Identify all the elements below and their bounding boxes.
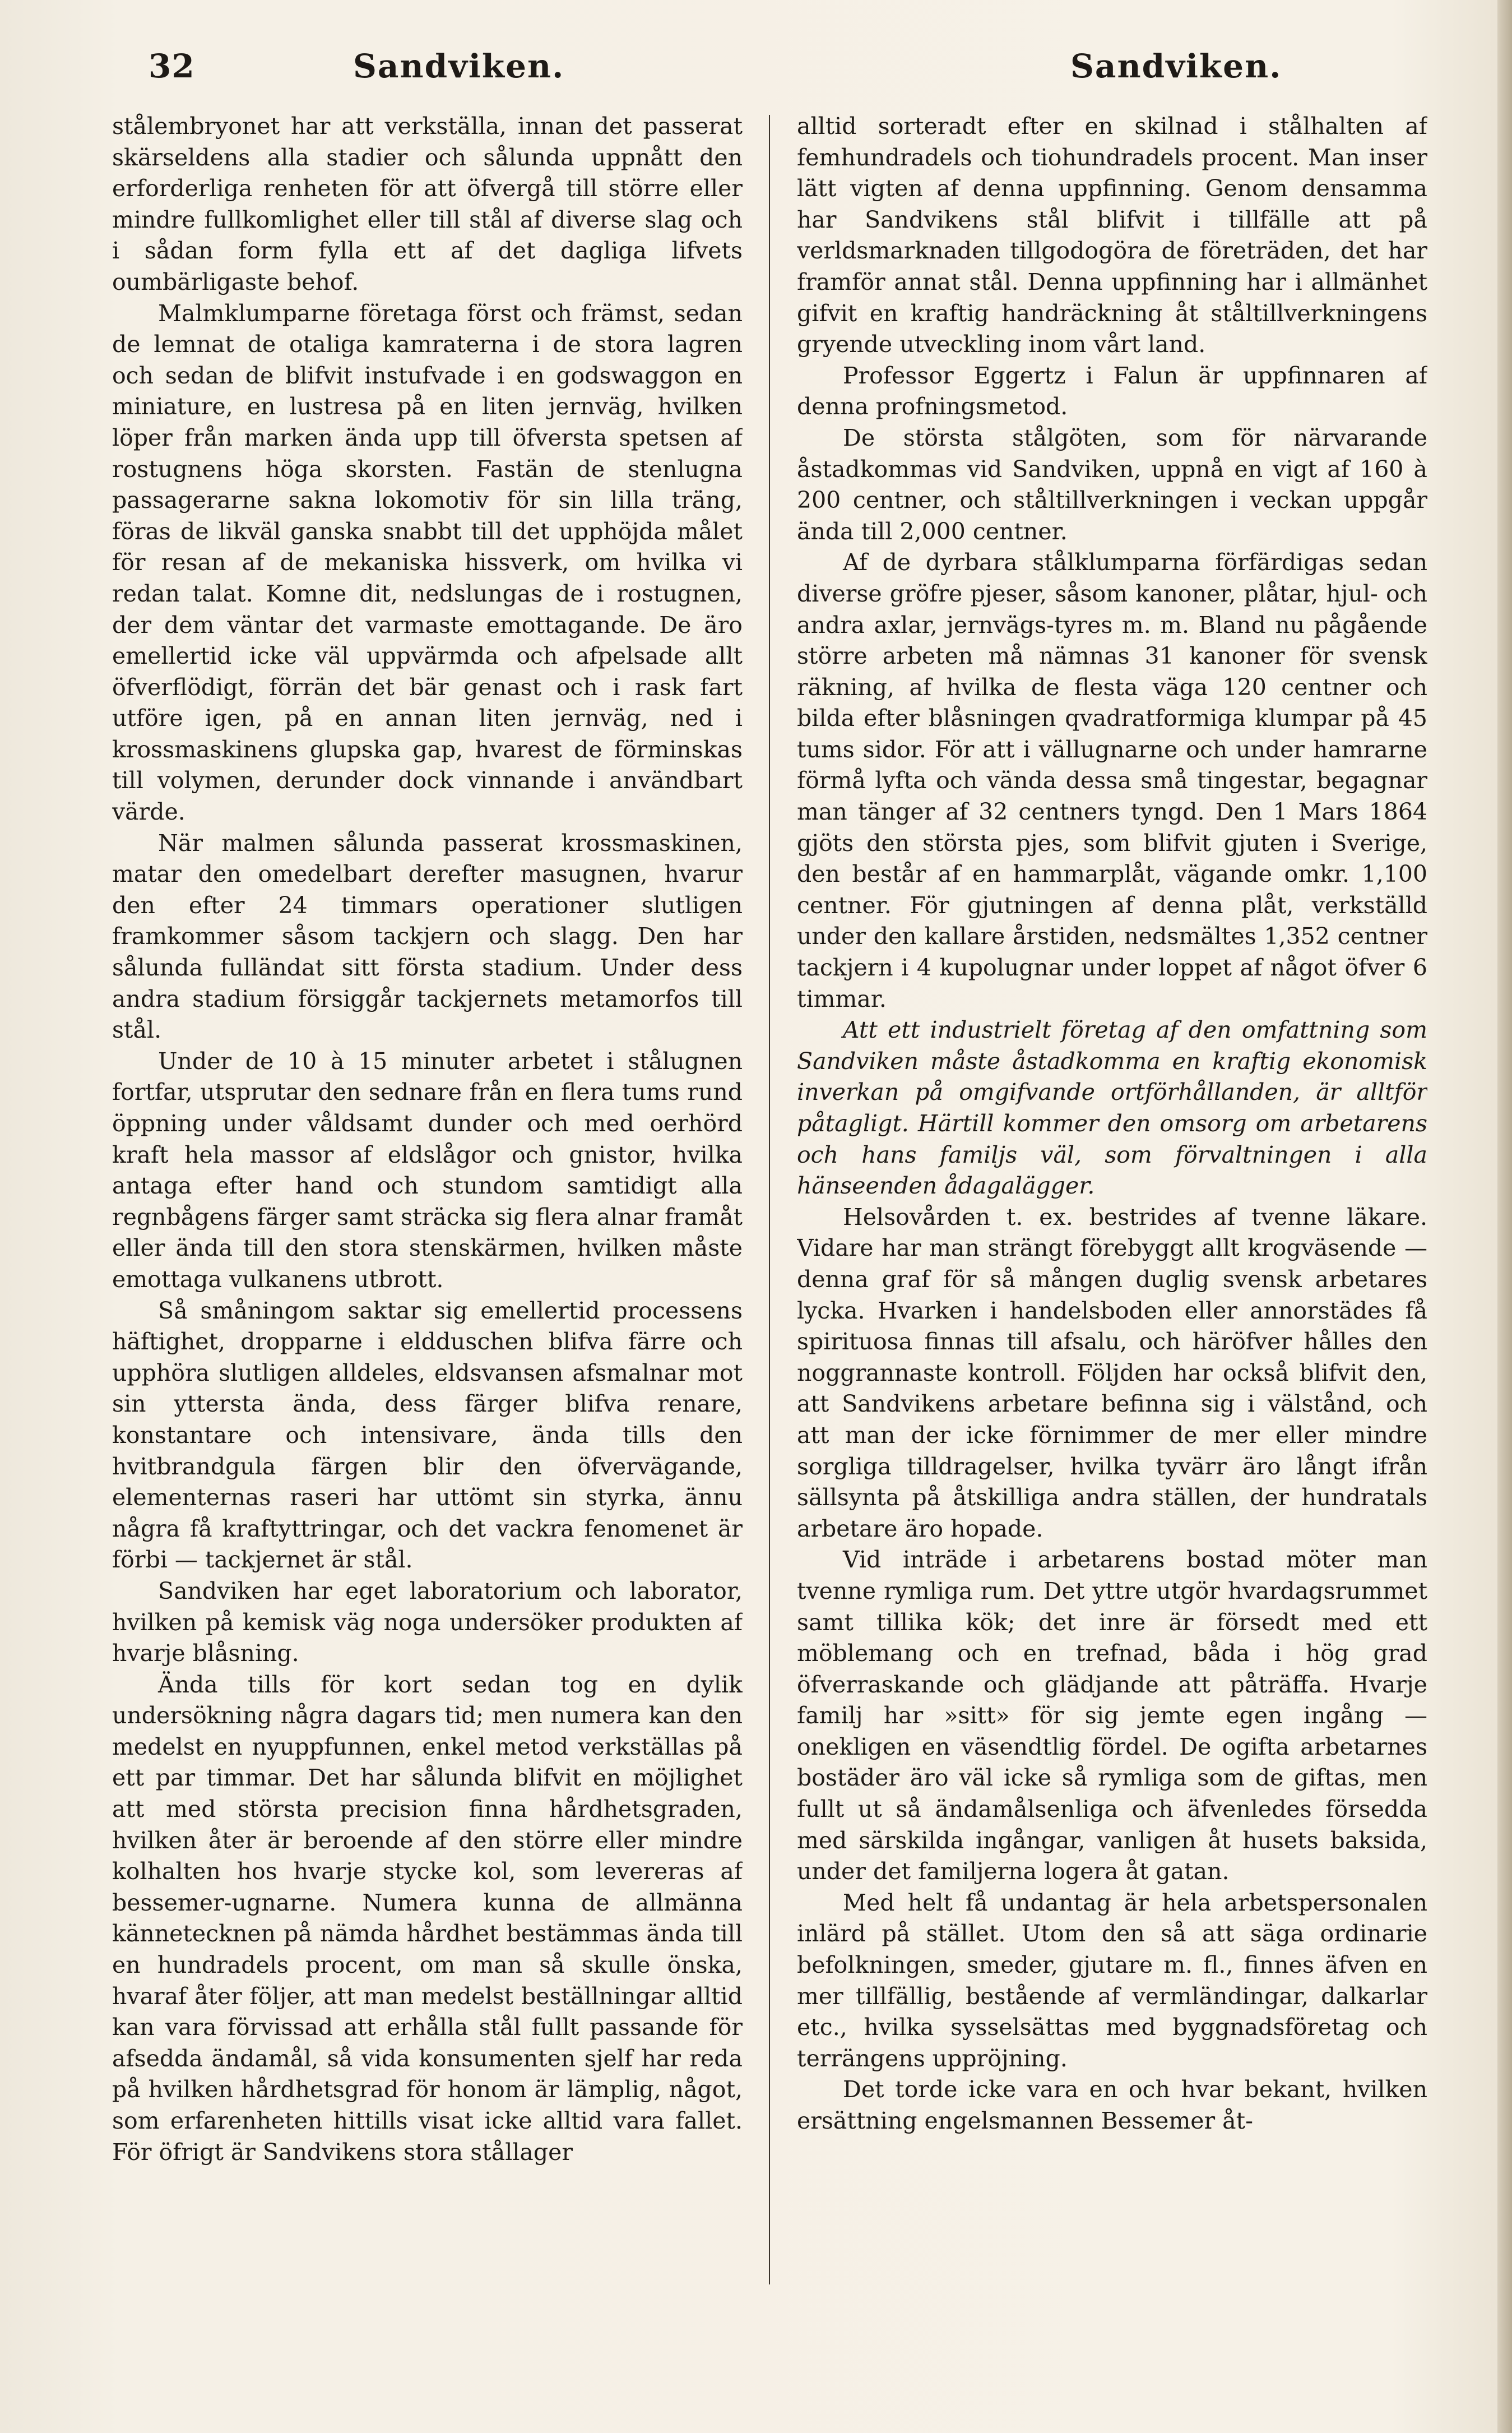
paragraph: Ända tills för kort sedan tog en dylik undersökning några dagars tid; men numera kan den medelst en nyuppfunnen, enkel metod verkställas på ett par timmar. Det har sålunda blifvit en möjlighet att med största precision finna hårdhetsgraden, hvilken åter är beroende af den större eller mindre kolhalten hos hvarje stycke kol, som levereras af bessemer-ugnarne. Numera kunna de allmänna kännetecknen på nämda hårdhet bestämmas ända till en hundradels procent, om man så skulle önska, hvaraf åter följer, att man medelst beställningar alltid kan vara förvissad att erhålla stål fullt passande för afsedda ändamål, så vida konsumenten sjelf har reda på hvilken hårdhetsgrad för honom är lämplig, något, som erfarenheten hittills visat icke alltid vara fallet. För öfrigt är Sandvikens stora stållager xyxy=(112,1671,743,2166)
right-column xyxy=(797,111,1427,2292)
paragraph: Helsovården t. ex. bestrides af tvenne läkare. Vidare har man strängt förebyggt allt krogväsende — denna graf för så mången duglig svensk arbetares lycka. Hvarken i handelsboden eller annorstädes få spirituosa finnas till afsalu, och häröfver hålles den noggrannaste kontroll. Följden har också blifvit den, att Sandvikens arbetare befinna sig i välstånd, och att man der icke förnimmer de mer eller mindre sorgliga tilldragelser, hvilka tyvärr äro långt ifrån sällsynta på åtskilliga andra ställen, der hundratals arbetare äro hopade. xyxy=(797,1203,1427,1542)
paragraph: alltid sorteradt efter en skilnad i stålhalten af femhundradels och tiohundradels procent. Man inser lätt vigten af denna uppfinning. Genom densamma har Sandvikens stål blifvit i tillfälle att på verldsmarknaden tillgodogöra de företräden, det har framför annat stål. Denna uppfinning har i allmänhet gifvit en kraftig handräckning åt ståltillverkningens gryende utveckling inom vårt land. xyxy=(797,113,1427,358)
paragraph: Så småningom saktar sig emellertid processens häftighet, dropparne i eldduschen blifva färre och upphöra slutligen alldeles, eldsvansen afsmalnar mot sin yttersta ända, dess färger blifva renare, konstantare och intensivare, ända tills den hvitbrandgula färgen blir den öfvervägande, elementernas raseri har uttömt sin styrka, ännu några få kraftyttringar, och det vackra fenomenet är förbi — tackjernet är stål. xyxy=(112,1297,743,1574)
paragraph: Professor Eggertz i Falun är uppfinnaren af denna profningsmetod. xyxy=(797,362,1427,420)
paragraph: Vid inträde i arbetarens bostad möter man tvenne rymliga rum. Det yttre utgör hvardagsrummet samt tillika kök; det inre är försedt med ett möblemang och en trefnad, båda i hög grad öfverraskande och glädjande att påträffa. Hvarje familj har »sitt» för sig jemte egen ingång — onekligen en väsendtlig fördel. De ogifta arbetarnes bostäder äro väl icke så rymliga som de giftas, men fullt ut så ändamålsenliga och äfvenledes försedda med särskilda ingångar, vanligen åt husets baksida, under det familjerna logera åt gatan. xyxy=(797,1546,1427,1885)
paragraph: stålembryonet har att verkställa, innan det passerat skärseldens alla stadier och sålunda uppnått den erforderliga renheten för att öfvergå till större eller mindre fullkomlighet eller till stål af diverse slag och i sådan form fylla ett af det dagliga lifvets oumbärligaste behof. xyxy=(112,113,743,295)
italic-paragraph: Att ett industrielt företag af den omfattning som Sandviken måste åstadkomma en kraftig ekonomisk inverkan på omgifvande ortförhållanden, är alltför påtagligt. Härtill kommer den omsorg om arbetarens och hans familjs väl, som förvaltningen i alla hänseenden ådagalägger. xyxy=(797,1016,1427,1200)
paragraph: När malmen sålunda passerat krossmaskinen, matar den omedelbart derefter masugnen, hvarur den efter 24 timmars operationer slutligen framkommer såsom tackjern och slagg. Den har sålunda fulländat sitt första stadium. Under dess andra stadium försiggår tackjernets metamorfos till stål. xyxy=(112,829,743,1044)
running-head-right: Sandviken. xyxy=(1070,47,1282,85)
page-number: 32 xyxy=(149,47,195,85)
paragraph: Sandviken har eget laboratorium och laborator, hvilken på kemisk väg noga undersöker produkten af hvarje blåsning. xyxy=(112,1577,743,1667)
paragraph: Med helt få undantag är hela arbetspersonalen inlärd på stället. Utom den så att säga ordinarie befolkningen, smeder, gjutare m. fl., finnes äfven en mer tillfällig, bestående af vermländingar, dalkarlar etc., hvilka sysselsättas med byggnadsföretag och terrängens uppröjning. xyxy=(797,1889,1427,2072)
paragraph: Malmklumparne företaga först och främst, sedan de lemnat de otaliga kamraterna i de stora lagren och sedan de blifvit instufvade i en godswaggon en miniature, en lustresa på en liten jernväg, hvilken löper från marken ända upp till öfversta spetsen af rostugnens höga skorsten. Fastän de stenlugna passagerarne sakna lokomotiv för sin lilla träng, föras de likväl ganska snabbt till det upphöjda målet för resan af de mekaniska hissverk, om hvilka vi redan talat. Komne dit, nedslungas de i rostugnen, der dem väntar det varmaste emottagande. De äro emellertid icke väl uppvärmda och afpelsade allt öfverflödigt, förrän det bär genast och i rask fart utföre igen, på en annan liten jernväg, ned i krossmaskinens glupska gap, hvarest de förminskas till volymen, derunder dock vinnande i användbart värde. xyxy=(112,299,743,826)
left-column xyxy=(112,111,743,2292)
paragraph: Af de dyrbara stålklumparna förfärdigas sedan diverse gröfre pjeser, såsom kanoner, plåtar, hjul- och andra axlar, jernvägs-tyres m. m. Bland nu pågående större arbeten må nämnas 31 kanoner för svensk räkning, af hvilka de flesta väga 120 centner och bilda efter blåsningen qvadratformiga klumpar på 45 tums sidor. För att i vällugnarne och under hamrarne förmå lyfta och vända dessa små tingestar, begagnar man tänger af 32 centners tyngd. Den 1 Mars 1864 gjöts den största pjes, som blifvit gjuten i Sverige, den består af en hammarplåt, vägande omkr. 1,100 centner. För gjutningen af denna plåt, verkställd under den kallare årstiden, nedsmältes 1,352 centner tackjern i 4 kupolugnar under loppet af något öfver 6 timmar. xyxy=(797,549,1427,1012)
paragraph: De största stålgöten, som för närvarande åstadkommas vid Sandviken, uppnå en vigt af 160 à 200 centner, och ståltillverkningen i veckan uppgår ända till 2,000 centner. xyxy=(797,424,1427,545)
page-header xyxy=(0,47,1512,92)
paragraph: Under de 10 à 15 minuter arbetet i stålugnen fortfar, utsprutar den sednare från en flera tums rund öppning under våldsamt dunder och med oerhörd kraft hela massor af eldslågor och gnistor, hvilka antaga efter hand och stundom samtidigt alla regnbågens färger samt sträcka sig flera alnar framåt eller ända till den stora stenskärmen, hvilken måste emottaga vulkanens utbrott. xyxy=(112,1047,743,1293)
running-head-left: Sandviken. xyxy=(353,47,565,85)
paragraph: Det torde icke vara en och hvar bekant, hvilken ersättning engelsmannen Bessemer åt- xyxy=(797,2076,1427,2134)
page-edge xyxy=(1497,0,1512,2433)
column-divider xyxy=(769,115,770,2284)
